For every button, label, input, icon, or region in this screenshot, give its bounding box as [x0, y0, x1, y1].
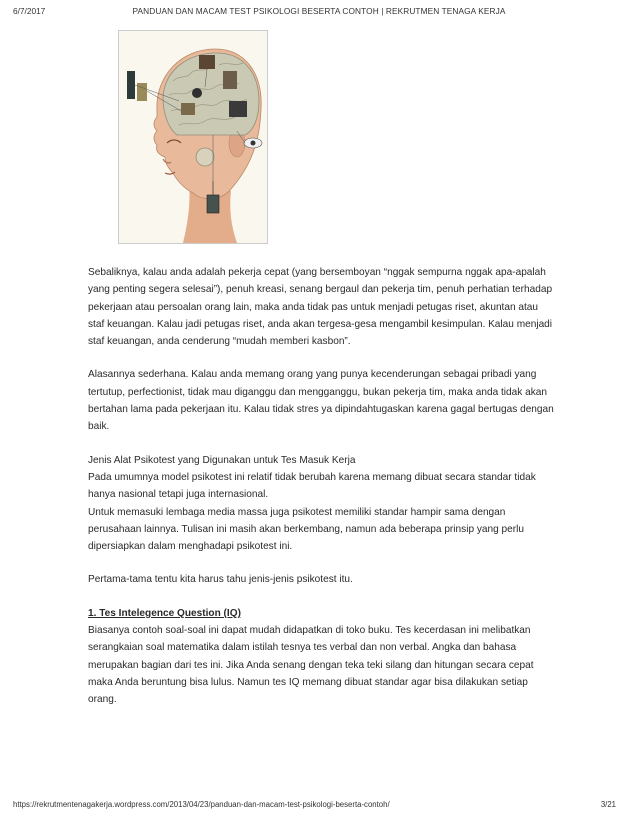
- section-intro-title: Jenis Alat Psikotest yang Digunakan untuk Tes Masuk Kerja: [88, 454, 356, 466]
- document-title: PANDUAN DAN MACAM TEST PSIKOLOGI BESERTA CONTOH | REKRUTMEN TENAGA KERJA: [132, 6, 506, 16]
- section-heading-iq: 1. Tes Intelegence Question (IQ): [88, 607, 241, 619]
- phrenology-head-icon: [119, 31, 267, 243]
- article-body: [88, 264, 554, 709]
- paragraph-1: Sebaliknya, kalau anda adalah pekerja cepat (yang bersemboyan “nggak sempurna nggak apa-apalah yang penting segera selesai”), penuh kreasi, senang bergaul dan pekerja tim, penuh perhatian terhadap pekerjaan atau persoalan orang lain, maka anda tidak pas untuk menjadi petugas riset, akuntan atau staf keuangan. Kalau jadi petugas riset, anda akan tergesa-gesa mengambil kesimpulan. Kalau menjadi staf keuangan, anda cenderung “mudah memberi kasbon”.: [88, 267, 553, 348]
- page-number: 3/21: [600, 800, 616, 809]
- paragraph-2: Alasannya sederhana. Kalau anda memang orang yang punya kecenderungan sebagai pribadi yang tertutup, perfectionist, tidak mau diganggu dan mengganggu, bukan pekerja tim, maka anda tidak akan bertahan lama pada pekerjaan itu. Kalau tidak stres ya dipindahtugaskan karena gagal bertugas dengan baik.: [88, 369, 554, 433]
- phrenology-head-image: [118, 30, 268, 244]
- paragraph-6: Biasanya contoh soal-soal ini dapat mudah didapatkan di toko buku. Tes kecerdasan ini melibatkan serangkaian soal matematika dalam istilah tesnya tes verbal dan non verbal. Angka dan bahasa merupakan bagian dari tes ini. Jika Anda senang dengan teka teki silang dan hitungan secara cepat maka Anda beruntung bisa lulus. Namun tes IQ memang dibuat standar agar bisa dilakukan setiap orang.: [88, 625, 534, 706]
- paragraph-4: Untuk memasuki lembaga media massa juga psikotest memiliki standar hampir sama dengan perusahaan lainnya. Tulisan ini masih akan berkembang, namun ada beberapa prinsip yang perlu dipersiapkan dalam menghadapi psikotest ini.: [88, 506, 524, 553]
- source-url: https://rekrutmentenagakerja.wordpress.com/2013/04/23/panduan-dan-macam-test-psikologi-beserta-contoh/: [13, 800, 390, 809]
- paragraph-3: Pada umumnya model psikotest ini relatif tidak berubah karena memang dibuat secara standar tidak hanya nasional tetapi juga internasional.: [88, 471, 536, 501]
- paragraph-5: Pertama-tama tentu kita harus tahu jenis-jenis psikotest itu.: [88, 574, 353, 586]
- page-footer: [0, 800, 638, 814]
- page-header: [0, 6, 638, 20]
- print-date: 6/7/2017: [13, 6, 46, 16]
